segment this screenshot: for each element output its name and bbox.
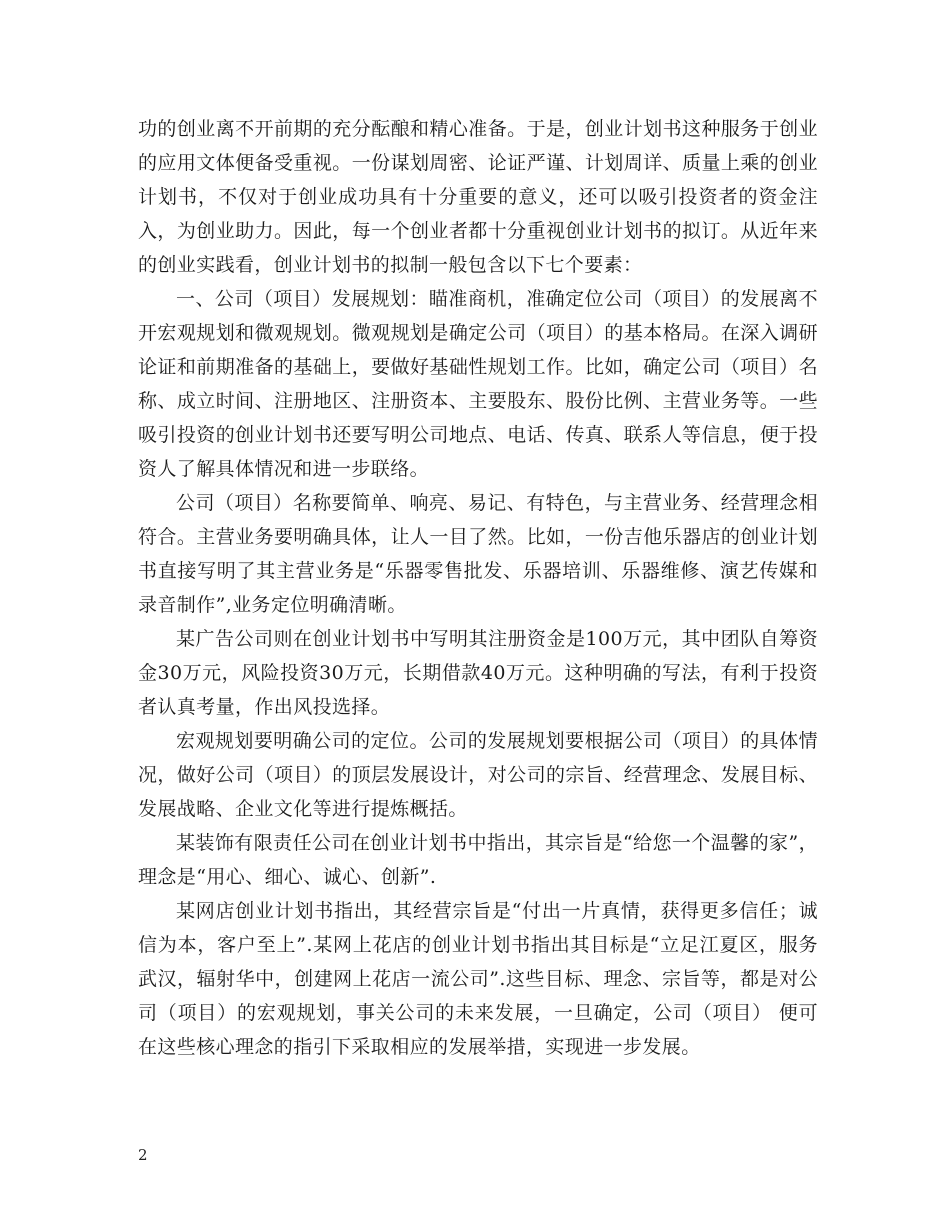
paragraph: 某广告公司则在创业计划书中写明其注册资金是100万元，其中团队自筹资金30万元，风险投资30万元，长期借款40万元。这种明确的写法，有利于投资者认真考量，作出风投选择。	[138, 628, 818, 718]
paragraph: 一、公司（项目）发展规划：瞄准商机，准确定位公司（项目）的发展离不开宏观规划和微观规划。微观规划是确定公司（项目）的基本格局。在深入调研论证和前期准备的基础上，要做好基础性规划工作。比如，确定公司（项目）名称、成立时间、注册地区、注册资本、主要股东、股份比例、主营业务等。一些吸引投资的创业计划书还要写明公司地点、电话、传真、联系人等信息，便于投资人了解具体情况和进一步联络。	[138, 288, 818, 480]
paragraph: 宏观规划要明确公司的定位。公司的发展规划要根据公司（项目）的具体情况，做好公司（项目）的顶层发展设计，对公司的宗旨、经营理念、发展目标、发展战略、企业文化等进行提炼概括。	[138, 730, 818, 820]
paragraph: 某装饰有限责任公司在创业计划书中指出，其宗旨是“给您一个温馨的家”，理念是“用心、细心、诚心、创新”.	[138, 832, 818, 888]
paragraph: 功的创业离不开前期的充分酝酿和精心准备。于是，创业计划书这种服务于创业的应用文体便备受重视。一份谋划周密、论证严谨、计划周详、质量上乘的创业计划书，不仅对于创业成功具有十分重要的意义，还可以吸引投资者的资金注入，为创业助力。因此，每一个创业者都十分重视创业计划书的拟订。从近年来的创业实践看，创业计划书的拟制一般包含以下七个要素：	[138, 118, 818, 276]
document-body	[138, 112, 818, 1064]
page-number: 2	[138, 1146, 148, 1164]
paragraph: 某网店创业计划书指出，其经营宗旨是“付出一片真情，获得更多信任；诚信为本，客户至上”.某网上花店的创业计划书指出其目标是“立足江夏区，服务武汉，辐射华中，创建网上花店一流公司”.这些目标、理念、宗旨等，都是对公司（项目）的宏观规划，事关公司的未来发展，一旦确定，公司（项目） 便可在这些核心理念的指引下采取相应的发展举措，实现进一步发展。	[138, 900, 818, 1058]
paragraph: 公司（项目）名称要简单、响亮、易记、有特色，与主营业务、经营理念相符合。主营业务要明确具体，让人一目了然。比如，一份吉他乐器店的创业计划书直接写明了其主营业务是“乐器零售批发、乐器培训、乐器维修、演艺传媒和录音制作”,业务定位明确清晰。	[138, 492, 818, 616]
